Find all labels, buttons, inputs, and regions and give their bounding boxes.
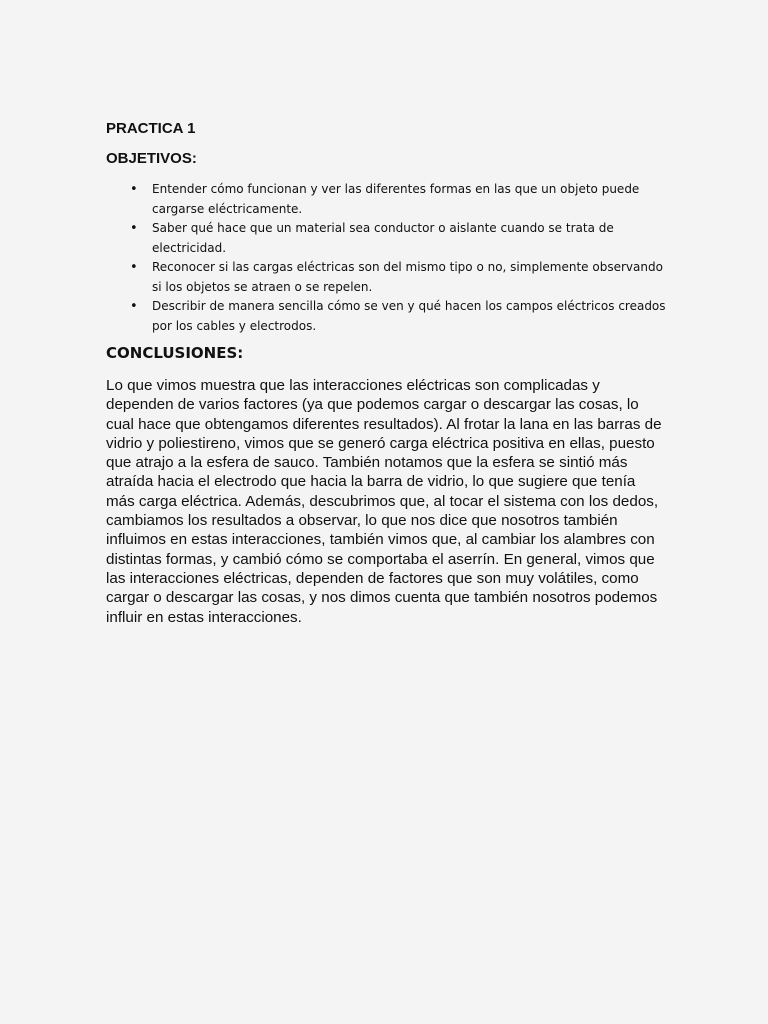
objective-item (106, 219, 666, 258)
objective-item (106, 258, 666, 297)
objectives-heading: OBJETIVOS: (106, 150, 197, 167)
objectives-list (106, 180, 666, 336)
objective-item (106, 297, 666, 336)
bullet-icon: • (130, 182, 138, 197)
objective-text: Reconocer si las cargas eléctricas son del mismo tipo o no, simplemente observando si los objetos se atraen o se repelen. (152, 260, 663, 294)
objective-text: Describir de manera sencilla cómo se ven y qué hacen los campos eléctricos creados por los cables y electrodos. (152, 299, 666, 333)
document-title: PRACTICA 1 (106, 120, 196, 137)
conclusions-heading: CONCLUSIONES: (106, 344, 244, 362)
bullet-icon: • (130, 221, 138, 236)
conclusions-paragraph: Lo que vimos muestra que las interacciones eléctricas son complicadas y dependen de varios factores (ya que podemos cargar o descargar las cosas, lo cual hace que obtengamos diferentes resultados). Al frotar la lana en las barras de vidrio y poliestireno, vimos que se generó carga eléctrica positiva en ellas, puesto que atrajo a la esfera de sauco. También notamos que la esfera se sintió más atraída hacia el electrodo que hacia la barra de vidrio, lo que sugiere que tenía más carga eléctrica. Además, descubrimos que, al tocar el sistema con los dedos, cambiamos los resultados a observar, lo que nos dice que nosotros también influimos en estas interacciones, también vimos que, al cambiar los alambres con distintas formas, y cambió cómo se comportaba el aserrín. En general, vimos que las interacciones eléctricas, dependen de factores que son muy volátiles, como cargar o descargar las cosas, y nos dimos cuenta que también nosotros podemos influir en estas interacciones. (106, 377, 662, 626)
objective-item (106, 180, 666, 219)
bullet-icon: • (130, 260, 138, 275)
bullet-icon: • (130, 299, 138, 314)
objective-text: Entender cómo funcionan y ver las diferentes formas en las que un objeto puede cargarse eléctricamente. (152, 182, 640, 216)
objective-text: Saber qué hace que un material sea conductor o aislante cuando se trata de electricidad. (152, 221, 614, 255)
